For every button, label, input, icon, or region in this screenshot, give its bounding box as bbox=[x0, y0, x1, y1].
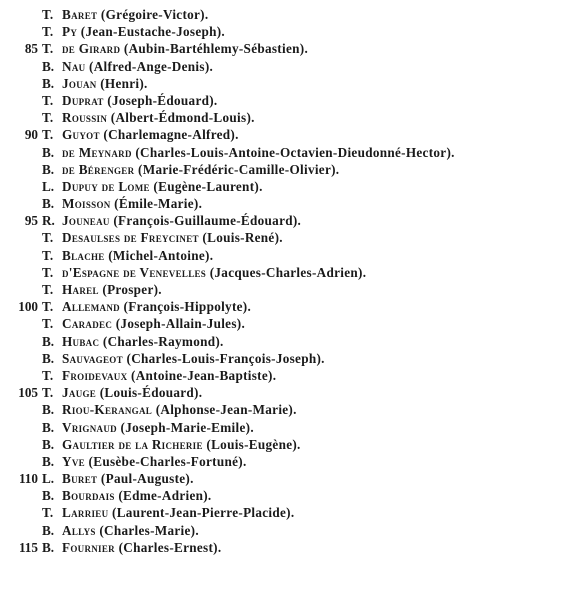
name-text bbox=[62, 333, 224, 350]
list-item bbox=[0, 487, 575, 504]
given-names: (Laurent-Jean-Pierre-Placide). bbox=[112, 505, 295, 521]
list-item bbox=[0, 40, 575, 57]
surname: Harel bbox=[62, 282, 99, 297]
surname: d'Espagne de Venevelles bbox=[62, 264, 207, 280]
surname: Py bbox=[62, 24, 78, 40]
grade-label: T. bbox=[42, 282, 54, 297]
list-item bbox=[0, 436, 575, 453]
surname: Blache bbox=[62, 247, 105, 263]
given-names: (Henri). bbox=[100, 75, 148, 91]
grade-label: T. bbox=[42, 367, 54, 383]
given-names: (Joseph-Allain-Jules). bbox=[115, 316, 246, 332]
given-names: (Michel-Antoine). bbox=[108, 247, 214, 263]
name-text bbox=[62, 23, 225, 40]
list-item bbox=[0, 126, 575, 143]
name-text bbox=[62, 419, 254, 436]
given-names: (Prosper). bbox=[102, 282, 162, 297]
list-item bbox=[0, 247, 575, 264]
name-text bbox=[62, 109, 255, 126]
rank-number: 95 bbox=[24, 213, 38, 229]
given-names: (Joseph-Édouard). bbox=[107, 92, 218, 108]
surname: Nau bbox=[62, 58, 86, 74]
surname: de Girard bbox=[62, 41, 121, 57]
surname: de Bérenger bbox=[62, 161, 135, 177]
grade-label: T. bbox=[42, 505, 54, 521]
list-item bbox=[0, 522, 575, 539]
given-names: (Marie-Frédéric-Camille-Olivier). bbox=[138, 161, 340, 177]
grade-label: B. bbox=[42, 402, 55, 418]
given-names: (Charles-Louis-François-Joseph). bbox=[126, 350, 325, 366]
name-text bbox=[62, 247, 213, 264]
name-text bbox=[62, 126, 239, 143]
name-text bbox=[62, 40, 308, 57]
name-text bbox=[62, 6, 208, 23]
surname: Larrieu bbox=[62, 505, 109, 521]
given-names: (Aubin-Bartéhlemy-Sébastien). bbox=[123, 41, 309, 57]
promotion-list bbox=[0, 6, 575, 556]
grade-label: B. bbox=[42, 333, 55, 349]
list-item bbox=[0, 401, 575, 418]
list-item bbox=[0, 92, 575, 109]
name-text bbox=[62, 229, 283, 246]
list-item bbox=[0, 333, 575, 350]
surname: Gaultier de la Richerie bbox=[62, 436, 203, 452]
surname: Froidevaux bbox=[62, 367, 128, 383]
given-names: (Alfred-Ange-Denis). bbox=[89, 58, 214, 74]
grade-label: T. bbox=[42, 7, 54, 22]
name-text bbox=[62, 264, 366, 281]
name-text bbox=[62, 195, 202, 212]
grade-label: R. bbox=[42, 213, 55, 229]
list-item bbox=[0, 453, 575, 470]
surname: Buret bbox=[62, 471, 98, 487]
name-text bbox=[62, 539, 221, 556]
list-item bbox=[0, 384, 575, 401]
given-names: (Charles-Marie). bbox=[99, 522, 199, 538]
rank-number: 115 bbox=[18, 539, 38, 555]
name-text bbox=[62, 75, 148, 92]
list-item bbox=[0, 58, 575, 75]
rank-number: 90 bbox=[24, 127, 38, 143]
grade-label: B. bbox=[42, 196, 55, 212]
given-names: (Charles-Raymond). bbox=[102, 333, 224, 349]
surname: Sauvageot bbox=[62, 350, 123, 366]
surname: Riou-Kerangal bbox=[62, 402, 153, 418]
list-item bbox=[0, 6, 575, 23]
surname: Jouan bbox=[62, 75, 97, 91]
given-names: (Joseph-Marie-Emile). bbox=[120, 419, 254, 435]
given-names: (Alphonse-Jean-Marie). bbox=[155, 402, 297, 418]
list-item bbox=[0, 109, 575, 126]
list-item bbox=[0, 195, 575, 212]
list-item bbox=[0, 23, 575, 40]
grade-label: T. bbox=[42, 24, 54, 40]
name-text bbox=[62, 522, 199, 539]
list-item bbox=[0, 281, 575, 298]
grade-label: B. bbox=[42, 58, 55, 74]
grade-label: L. bbox=[42, 178, 55, 194]
grade-label: T. bbox=[42, 299, 54, 315]
surname: Caradec bbox=[62, 316, 113, 332]
name-text bbox=[62, 281, 162, 298]
given-names: (Charles-Louis-Antoine-Octavien-Dieudonné-Hector). bbox=[135, 144, 455, 160]
given-names: (Charles-Ernest). bbox=[118, 539, 222, 555]
grade-label: B. bbox=[42, 75, 55, 91]
name-text bbox=[62, 384, 202, 401]
grade-label: B. bbox=[42, 453, 55, 469]
rank-number: 85 bbox=[24, 41, 38, 57]
list-item bbox=[0, 212, 575, 229]
grade-label: B. bbox=[42, 144, 55, 160]
grade-label: B. bbox=[42, 522, 55, 538]
list-item bbox=[0, 264, 575, 281]
grade-label: T. bbox=[42, 230, 54, 246]
surname: Roussin bbox=[62, 110, 108, 126]
surname: Moisson bbox=[62, 196, 111, 212]
given-names: (François-Hippolyte). bbox=[123, 299, 252, 315]
list-item bbox=[0, 419, 575, 436]
rank-number: 100 bbox=[18, 299, 38, 315]
list-item bbox=[0, 315, 575, 332]
name-text bbox=[62, 470, 194, 487]
surname: Baret bbox=[62, 7, 98, 22]
name-text bbox=[62, 178, 263, 195]
grade-label: B. bbox=[42, 161, 55, 177]
given-names: (Edme-Adrien). bbox=[118, 488, 212, 504]
name-text bbox=[62, 504, 294, 521]
grade-label: B. bbox=[42, 539, 55, 555]
name-text bbox=[62, 144, 455, 161]
surname: Guyot bbox=[62, 127, 100, 143]
given-names: (Grégoire-Victor). bbox=[100, 7, 209, 22]
given-names: (Jacques-Charles-Adrien). bbox=[209, 264, 367, 280]
grade-label: B. bbox=[42, 436, 55, 452]
given-names: (Émile-Marie). bbox=[114, 196, 203, 212]
surname: Jauge bbox=[62, 385, 97, 401]
grade-label: T. bbox=[42, 92, 54, 108]
given-names: (Louis-René). bbox=[202, 230, 283, 246]
grade-label: B. bbox=[42, 488, 55, 504]
grade-label: T. bbox=[42, 127, 54, 143]
surname: Allys bbox=[62, 522, 96, 538]
name-text bbox=[62, 487, 212, 504]
list-item bbox=[0, 144, 575, 161]
list-item bbox=[0, 350, 575, 367]
surname: Hubac bbox=[62, 333, 100, 349]
given-names: (Eusèbe-Charles-Fortuné). bbox=[88, 453, 247, 469]
name-text bbox=[62, 58, 213, 75]
surname: Desaulses de Freycinet bbox=[62, 230, 199, 246]
given-names: (Antoine-Jean-Baptiste). bbox=[131, 367, 277, 383]
surname: Vrignaud bbox=[62, 419, 117, 435]
list-item bbox=[0, 229, 575, 246]
name-text bbox=[62, 161, 339, 178]
given-names: (Louis-Édouard). bbox=[99, 385, 203, 401]
rank-number: 105 bbox=[18, 385, 38, 401]
surname: Bourdais bbox=[62, 488, 115, 504]
list-item bbox=[0, 539, 575, 556]
surname: Duprat bbox=[62, 92, 104, 108]
list-item bbox=[0, 298, 575, 315]
grade-label: T. bbox=[42, 41, 54, 57]
name-text bbox=[62, 367, 276, 384]
given-names: (Louis-Eugène). bbox=[206, 436, 301, 452]
rank-number: 110 bbox=[18, 471, 38, 487]
name-text bbox=[62, 350, 325, 367]
grade-label: T. bbox=[42, 264, 54, 280]
name-text bbox=[62, 315, 245, 332]
grade-label: T. bbox=[42, 110, 54, 126]
list-item bbox=[0, 367, 575, 384]
name-text bbox=[62, 401, 297, 418]
name-text bbox=[62, 436, 301, 453]
list-item bbox=[0, 75, 575, 92]
name-text bbox=[62, 453, 247, 470]
given-names: (Jean-Eustache-Joseph). bbox=[80, 24, 226, 40]
given-names: (Charlemagne-Alfred). bbox=[103, 127, 239, 143]
surname: Dupuy de Lome bbox=[62, 178, 150, 194]
grade-label: T. bbox=[42, 247, 54, 263]
surname: de Meynard bbox=[62, 144, 132, 160]
grade-label: T. bbox=[42, 385, 54, 401]
name-text bbox=[62, 298, 251, 315]
surname: Jouneau bbox=[62, 213, 110, 229]
surname: Fournier bbox=[62, 539, 115, 555]
given-names: (François-Guillaume-Édouard). bbox=[113, 213, 302, 229]
surname: Yve bbox=[62, 453, 85, 469]
grade-label: B. bbox=[42, 350, 55, 366]
name-text bbox=[62, 212, 301, 229]
grade-label: B. bbox=[42, 419, 55, 435]
given-names: (Albert-Édmond-Louis). bbox=[110, 110, 255, 126]
list-item bbox=[0, 504, 575, 521]
list-item bbox=[0, 178, 575, 195]
list-item bbox=[0, 161, 575, 178]
given-names: (Eugène-Laurent). bbox=[153, 178, 263, 194]
grade-label: T. bbox=[42, 316, 54, 332]
given-names: (Paul-Auguste). bbox=[100, 471, 194, 487]
surname: Allemand bbox=[62, 299, 120, 315]
name-text bbox=[62, 92, 218, 109]
list-item bbox=[0, 470, 575, 487]
grade-label: L. bbox=[42, 471, 55, 487]
